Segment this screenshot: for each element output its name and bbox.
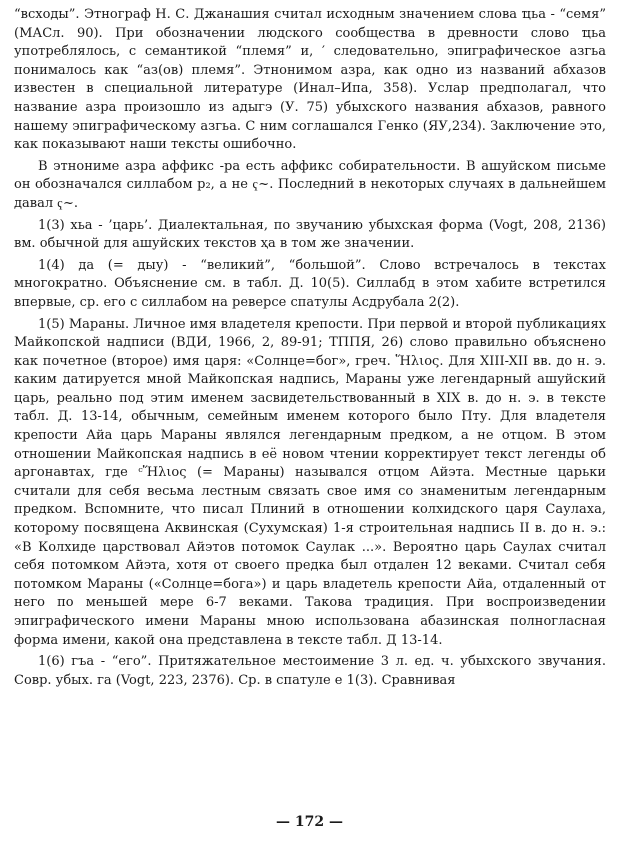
paragraph-2: В этнониме азра аффикс -ра есть аффикс собирательности. В ашуйском письме он обозначался силлабом р₂, а не ҁ~. Последний в некоторых случаях в дальнейшем давал ҁ~. [14, 158, 606, 211]
page-body [14, 6, 606, 693]
paragraph-4: 1(4) да (= дыу) - “великий”, “большой”. Слово встречалось в текстах многократно. Объяснение см. в табл. Д. 10(5). Силлабд в этом хабите встретился впервые, ср. его с силлабом на реверсе спатулы Асдрубала 2(2). [14, 257, 606, 310]
paragraph-6: 1(6) гъа - “его”. Притяжательное местоимение 3 л. ед. ч. убыхского звучания. Совр. убых. га (Vogt, 223, 2376). Ср. в спатуле е 1(3). Сравнивая [14, 654, 606, 688]
paragraph-5: 1(5) Мараны. Личное имя владетеля крепости. При первой и второй публикациях Майкопской надписи (ВДИ, 1966, 2, 89-91; ТППЯ, 26) слово правильно объяснено как почетное (второе) имя царя: «Солнце=бог», греч. Ἥλιος. Для XIII-XII вв. до н. э. каким датируется мной Майкопская надпись, Мараны уже легендарный ашуйский царь, реально под этим именем засвидетельствованный в XIX в. до н. э. в тексте табл. Д. 13-14, обычным, семейным именем которого было Пту. Для владетеля крепости Айа царь Мараны являлся легендарным предком, а не отцом. В этом отношении Майкопская надпись в её новом чтении корректирует текст легенды об аргонавтах, где ᶜἭλιος (= Мараны) назывался отцом Айэта. Местные царьки считали для себя весьма лестным связать свое имя со знаменитым легендарным предком. Вспомните, что писал Плиний в отношении колхидского царя Саулаха, которому посвящена Аквинская (Сухумская) 1-я строительная надпись II в. до н. э.: «В Колхиде царствовал Айэтов потомок Саулак ...». Вероятно царь Саулах считал себя потомком Айэта, хотя от своего предка был отдален 12 веками. Считал себя потомком Мараны («Солнце=бога») и царь владетель крепости Айа, отдаленный от него по меньшей мере 6-7 веками. Такова традиция. При воспроизведении эпиграфического имени Мараны мною использована абазинская полногласная форма имени, какой она представлена в тексте табл. Д 13-14. [14, 316, 606, 648]
page-number: — 172 — [276, 814, 343, 830]
paragraph-1: “всходы”. Этнограф Н. С. Джанашия считал исходным значением слова ҵьа - “семя” (МАСл. 90). При обозначении людского сообщества в древности слово ҵьа употреблялось, с семантикой “племя” и, ′ следовательно, эпиграфическое азгьа понималось как “аз(ов) племя”. Этнонимом азра, как одно из названий абхазов известен в специальной литературе (Инал–Ипа, 358). Услар предполагал, что название азра произошло из адыгэ (У. 75) убыхского названия абхазов, равного нашему эпиграфическому азгьа. С ним соглашался Генко (ЯУ,234). Заключение это, как показывают наши тексты ошибочно. [14, 7, 606, 153]
paragraph-3: 1(3) хьа - ’царь’. Диалектальная, по звучанию убыхская форма (Vogt, 208, 2136) вм. обычной для ашуйских текстов ҳа в том же значении. [14, 217, 606, 252]
